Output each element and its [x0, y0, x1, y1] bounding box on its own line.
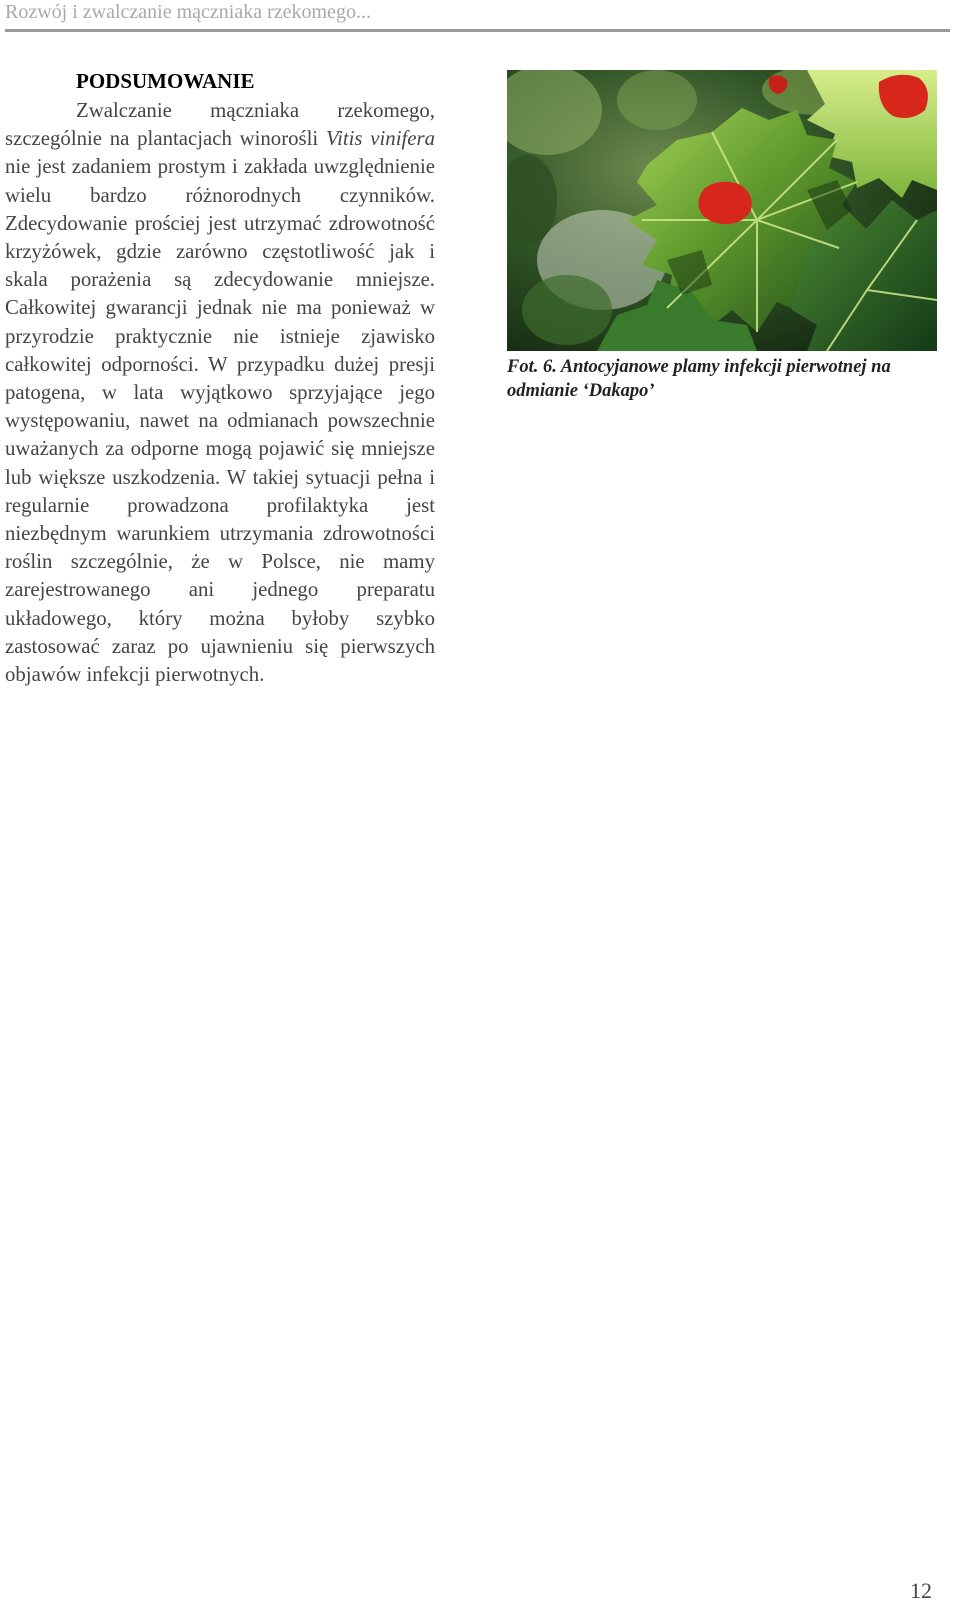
running-header: Rozwój i zwalczanie mączniaka rzekomego...: [5, 1, 371, 23]
species-name: Vitis vinifera: [325, 127, 435, 151]
summary-section: [5, 68, 435, 689]
grape-leaf-illustration: [507, 70, 937, 351]
photo-caption: Fot. 6. Antocyjanowe plamy infekcji pierwotnej na odmianie ‘Dakapo’: [507, 357, 891, 401]
header-divider: [5, 29, 950, 32]
section-title: PODSUMOWANIE: [76, 69, 255, 93]
page-number: 12: [910, 1578, 932, 1603]
summary-paragraph: [5, 97, 435, 689]
grape-leaf-photo: [507, 70, 937, 351]
paragraph-text-start: Zwalczanie mączniaka rzekomego, szczególnie na plantacjach winorośli: [5, 99, 435, 151]
paragraph-text-rest: nie jest zadaniem prostym i zakłada uwzględnienie wielu bardzo różnorodnych czynników. Zdecydowanie prościej jest utrzymać zdrowotność krzyżówek, gdzie zarówno częstotliwość jak i skala porażenia są zdecydowanie mniejsze. Całkowitej gwarancji jednak nie ma ponieważ w przyrodzie praktycznie nie istnieje zjawisko całkowitej odporności. W przypadku dużej presji patogena, w lata wyjątkowo sprzyjające jego występowaniu, nawet na odmianach powszechnie uważanych za odporne mogą pojawić się mniejsze lub większe uszkodzenia. W takiej sytuacji pełna i regularnie prowadzona profilaktyka jest niezbędnym warunkiem utrzymania zdrowotności roślin szczególnie, że w Polsce, nie mamy zarejestrowanego ani jednego preparatu układowego, który można byłoby szybko zastosować zaraz po ujawnieniu się pierwszych objawów infekcji pierwotnych.: [5, 155, 435, 687]
